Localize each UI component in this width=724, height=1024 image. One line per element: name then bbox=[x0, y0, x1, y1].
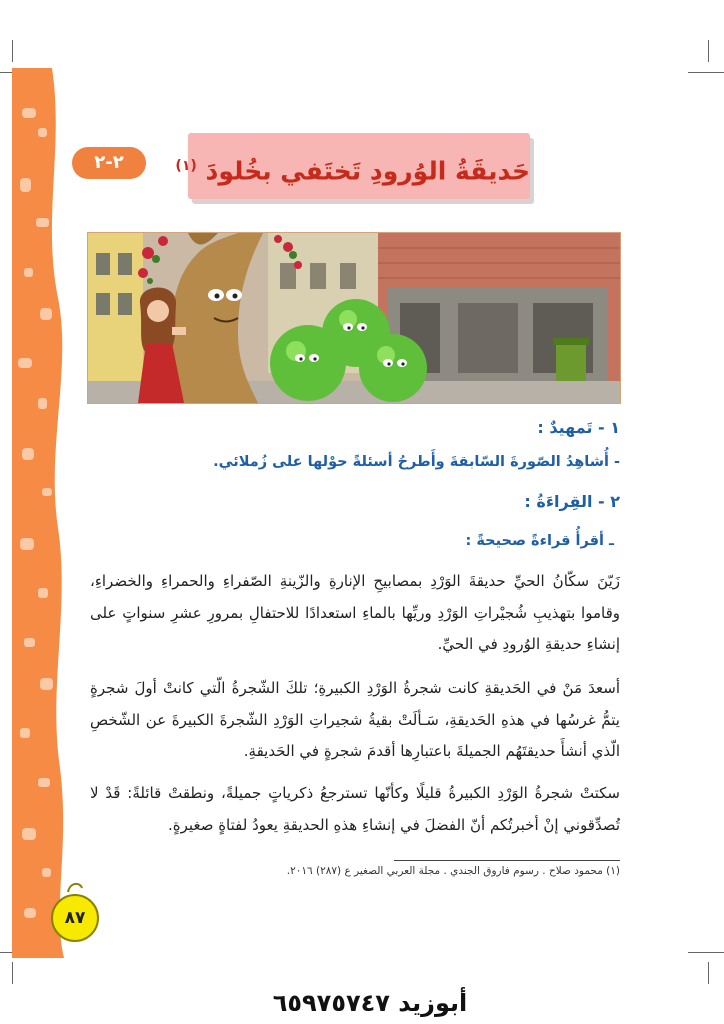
footnote: (١) محمود صلاح . رسوم فاروق الجندي . مجلة العربي الصغير ع (٢٨٧) ٢٠١٦. bbox=[286, 865, 620, 877]
crop-mark bbox=[708, 962, 709, 984]
decorative-sidebar bbox=[12, 68, 76, 958]
lesson-title-box bbox=[175, 133, 530, 199]
lesson-title-text: حَديقَةُ الوُرودِ تَختَفي بخُلودَ bbox=[205, 156, 530, 186]
lesson-title bbox=[175, 133, 530, 199]
section1-heading: ١ - تَمهيدٌ : bbox=[537, 418, 620, 437]
section2-heading: ٢ - القِراءَةُ : bbox=[524, 492, 620, 511]
footnote-divider bbox=[394, 860, 620, 861]
story-illustration bbox=[87, 232, 621, 404]
story-paragraph-3: سكتتْ شجرةُ الوَرْدِ الكبيرةُ قليلًا وكأنّها تسترجعُ ذكرياتٍ جميلةً، ونطقتْ قائلةً: قَدْ لا تُصدِّقوني إنْ أخبرتُكم أنّ الفضلَ في إنشاءِ هذهِ الحديقةِ يعودُ لفتاةٍ صغيرةٍ. bbox=[90, 784, 620, 834]
lesson-number-badge: ٢-٢ bbox=[72, 147, 146, 179]
crop-mark bbox=[688, 952, 724, 953]
crop-mark bbox=[688, 72, 724, 73]
title-footnote-ref: (١) bbox=[175, 158, 197, 174]
bottom-watermark-text: أبوزيد ٦٥٩٧٥٧٤٧ bbox=[272, 989, 468, 1017]
story-paragraph-1: زَيّنَ سكّانُ الحيِّ حديقةَ الوَرْدِ بمصابيحِ الإنارةِ والزّينةِ الصّفراءِ والحمراءِ والخضراءِ، وقاموا بتهذيبِ شُجيْراتِ الوَرْدِ وريِّها بالماءِ استعدادًا للاحتفالِ بمرورِ عشرِ سنواتٍ على إنشاءِ حديقةِ الوُرودِ في الحيِّ. bbox=[90, 572, 620, 653]
section1-question: - أُشاهِدُ الصّورةَ السّابقةَ وأَطرحُ أسئلةً حوْلها على زُملائي. bbox=[213, 454, 620, 470]
crop-mark bbox=[12, 40, 13, 62]
page-number-badge bbox=[40, 878, 110, 948]
story-paragraph-2: أسعدَ مَنْ في الحَديقةِ كانت شجرةُ الوَرْدِ الكبيرةِ؛ تلكَ الشّجرةُ الّتي كانتْ أولَ شجرةٍ يتمُّ غرسُها في هذهِ الحَديقةِ، سَـألَتْ بقيةُ شجيراتِ الوَرْدِ الشّجرةَ الكبيرةَ عن الشّخصِ الّذي أنشأَ حديقتَهُم الجميلةَ باعتبارِها أقدمَ شجرةٍ في الحَديقةِ. bbox=[90, 679, 620, 760]
crop-mark bbox=[708, 40, 709, 62]
crop-mark bbox=[12, 962, 13, 984]
section2-instruction: ـ أقرأُ قراءةً صحيحةً : bbox=[465, 533, 614, 549]
page-number: ٨٧ bbox=[51, 894, 99, 942]
